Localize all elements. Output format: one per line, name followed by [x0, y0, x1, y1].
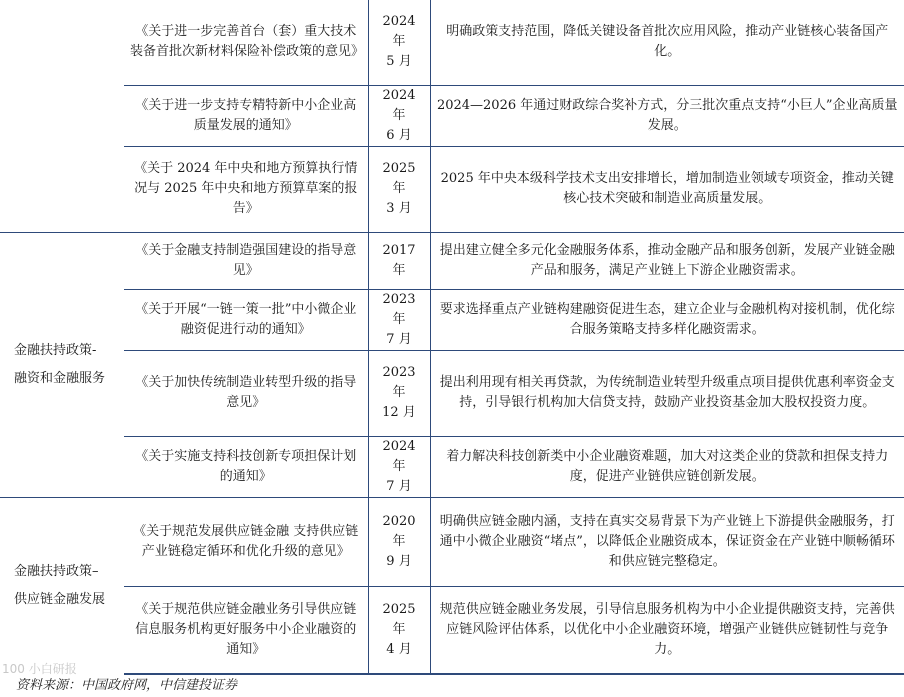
policy-content: 明确供应链金融内涵，支持在真实交易背景下为产业链上下游提供金融服务，打通中小微企业融资“堵点”，以降低企业融资成本，保证资金在产业链中顺畅循环和供应链完整稳定。: [430, 497, 904, 586]
policy-date: 2025 年 3 月: [368, 146, 430, 232]
policy-name: 《关于加快传统制造业转型升级的指导意见》: [124, 350, 368, 436]
policy-content: 明确政策支持范围，降低关键设备首批次应用风险，推动产业链核心装备国产化。: [446, 24, 889, 60]
policy-content: 着力解决科技创新类中小企业融资难题，加大对这类企业的贷款和担保支持力度，促进产业链供应链创新发展。: [430, 436, 904, 497]
table-row: [0, 0, 904, 85]
table-row: [0, 85, 904, 146]
table-row: [0, 586, 904, 674]
policy-name: 《关于规范供应链金融业务引导供应链信息服务机构更好服务中小企业融资的通知》: [124, 586, 368, 674]
policy-name: 《关于开展“一链一策一批”中小微企业融资促进行动的通知》: [124, 289, 368, 350]
watermark: 100 小白研报: [2, 662, 77, 676]
category-label: 金融扶持政策- 融资和金融服务: [0, 232, 124, 497]
policy-date: 2024 年 5 月: [368, 0, 430, 85]
policy-name: 《关于金融支持制造强国建设的指导意见》: [124, 232, 368, 289]
policy-content: 提出利用现有相关再贷款，为传统制造业转型升级重点项目提供优惠利率资金支持，引导银行机构加大信贷支持，鼓励产业投资基金加大股权投资力度。: [430, 350, 904, 436]
table-row: [0, 146, 904, 232]
policy-date: 2025 年 4 月: [368, 586, 430, 674]
policy-content: 提出建立健全多元化金融服务体系，推动金融产品和服务创新，发展产业链金融产品和服务，满足产业链上下游企业融资需求。: [430, 232, 904, 289]
source-note: 资料来源：中国政府网，中信建投证券: [16, 678, 238, 693]
policy-content: 2025 年中央本级科学技术支出安排增长，增加制造业领域专项资金，推动关键核心技术突破和制造业高质量发展。: [430, 146, 904, 232]
table-row: [0, 497, 904, 586]
policy-content: 2024—2026 年通过财政综合奖补方式，分三批次重点支持“小巨人”企业高质量发展。: [430, 85, 904, 146]
policy-name: 《关于进一步支持专精特新中小企业高质量发展的通知》: [124, 85, 368, 146]
policy-date: 2023 年 7 月: [368, 289, 430, 350]
policy-date: 2017 年: [368, 232, 430, 289]
table-row: [0, 289, 904, 350]
policy-name: 《关于 2024 年中央和地方预算执行情况与 2025 年中央和地方预算草案的报告》: [124, 146, 368, 232]
table-row: [0, 350, 904, 436]
policy-content: 规范供应链金融业务发展，引导信息服务机构为中小企业提供融资支持，完善供应链风险评估体系，以优化中小企业融资环境，增强产业链供应链韧性与竞争力。: [430, 586, 904, 674]
category-cell-empty: [0, 0, 124, 85]
category-cell-empty: [0, 146, 124, 232]
policy-name: 《关于实施支持科技创新专项担保计划的通知》: [124, 436, 368, 497]
table-row: [0, 232, 904, 289]
policy-date: 2020 年 9 月: [368, 497, 430, 586]
policy-name: 《关于规范发展供应链金融 支持供应链产业链稳定循环和优化升级的意见》: [124, 497, 368, 586]
policy-date: 2024 年 6 月: [368, 85, 430, 146]
policy-content: 要求选择重点产业链构建融资促进生态，建立企业与金融机构对接机制，优化综合服务策略支持多样化融资需求。: [430, 289, 904, 350]
category-cell-empty: [0, 85, 124, 146]
policy-name: 《关于进一步完善首台（套）重大技术装备首批次新材料保险补偿政策的意见》: [124, 0, 368, 85]
category-label: 金融扶持政策– 供应链金融发展: [0, 497, 124, 674]
policy-date: 2023 年 12 月: [368, 350, 430, 436]
table-row: [0, 436, 904, 497]
policy-date: 2024 年 7 月: [368, 436, 430, 497]
